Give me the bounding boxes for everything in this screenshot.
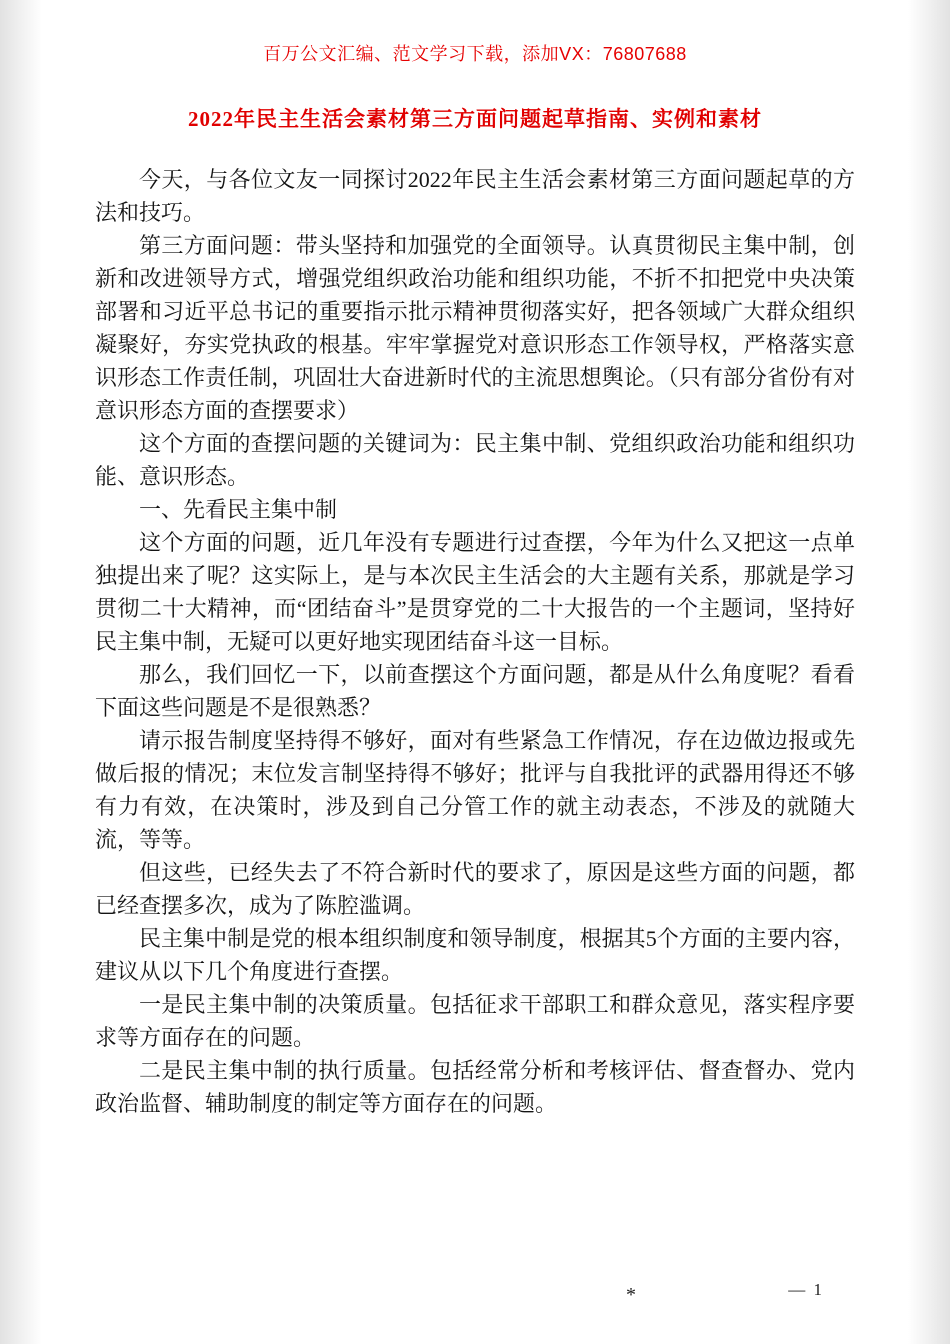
paragraph-suggestion: 民主集中制是党的根本组织制度和领导制度，根据其5个方面的主要内容，建议从以下几个角度进行查摆。 xyxy=(95,926,855,984)
paragraph-point-two: 二是民主集中制的执行质量。包括经常分析和考核评估、督查督办、党内政治监督、辅助制度的制定等方面存在的问题。 xyxy=(95,1058,855,1116)
paragraph-examples: 请示报告制度坚持得不够好，面对有些紧急工作情况，存在边做边报或先做后报的情况；末位发言制坚持得不够好；批评与自我批评的武器用得还不够有力有效，在决策时，涉及到自己分管工作的就主动表态，不涉及的就随大流，等等。 xyxy=(95,728,855,852)
footer-mark: * xyxy=(626,1284,636,1306)
paragraph-point-one: 一是民主集中制的决策质量。包括征求干部职工和群众意见，落实程序要求等方面存在的问题。 xyxy=(95,992,855,1050)
header-notice: 百万公文汇编、范文学习下载，添加VX：76807688 xyxy=(263,44,687,64)
paragraph-intro: 今天，与各位文友一同探讨2022年民主生活会素材第三方面问题起草的方法和技巧。 xyxy=(95,167,855,225)
document-body xyxy=(95,163,855,1120)
paragraph-recall: 那么，我们回忆一下，以前查摆这个方面问题，都是从什么角度呢？看看下面这些问题是不是很熟悉？ xyxy=(95,662,855,720)
document-title: 2022年民主生活会素材第三方面问题起草指南、实例和素材 xyxy=(188,107,762,131)
section-heading: 一、先看民主集中制 xyxy=(139,497,338,522)
paragraph-keywords: 这个方面的查摆问题的关键词为：民主集中制、党组织政治功能和组织功能、意识形态。 xyxy=(95,431,855,489)
paragraph-outdated: 但这些，已经失去了不符合新时代的要求了，原因是这些方面的问题，都已经查摆多次，成为了陈腔滥调。 xyxy=(95,860,855,918)
paragraph-topic: 第三方面问题：带头坚持和加强党的全面领导。认真贯彻民主集中制，创新和改进领导方式，增强党组织政治功能和组织功能，不折不扣把党中央决策部署和习近平总书记的重要指示批示精神贯彻落实好，把各领域广大群众组织凝聚好，夯实党执政的根基。牢牢掌握党对意识形态工作领导权，严格落实意识形态工作责任制，巩固壮大奋进新时代的主流思想舆论。（只有部分省份有对意识形态方面的查摆要求） xyxy=(95,233,855,423)
paragraph-analysis: 这个方面的问题，近几年没有专题进行过查摆，今年为什么又把这一点单独提出来了呢？这实际上，是与本次民主生活会的大主题有关系，那就是学习贯彻二十大精神，而“团结奋斗”是贯穿党的二十大报告的一个主题词，坚持好民主集中制，无疑可以更好地实现团结奋斗这一目标。 xyxy=(95,530,855,654)
page-number: — 1 xyxy=(788,1280,824,1299)
